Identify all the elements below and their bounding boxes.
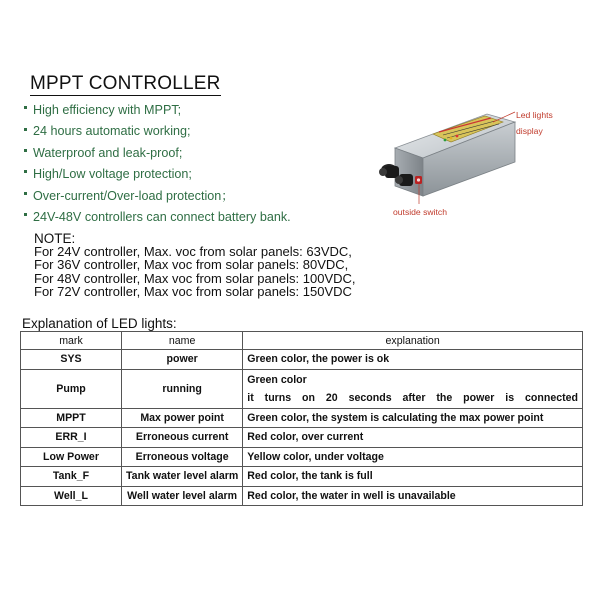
note-line: For 72V controller, Max voc from solar panels: 150VDC bbox=[34, 283, 352, 299]
bullet-icon bbox=[24, 106, 27, 109]
table-row bbox=[21, 408, 583, 428]
bullet-icon bbox=[24, 149, 27, 152]
outside-switch-icon bbox=[415, 176, 422, 184]
cell-mark: SYS bbox=[21, 350, 122, 370]
table-row bbox=[21, 428, 583, 448]
callout-outside-switch: outside switch bbox=[393, 207, 447, 217]
explanation-title: Explanation of LED lights: bbox=[22, 316, 177, 331]
column-header-explanation: explanation bbox=[243, 332, 583, 350]
table-row bbox=[21, 369, 583, 408]
note-section bbox=[34, 232, 356, 298]
led-lights-table bbox=[20, 331, 583, 506]
feature-item bbox=[24, 121, 291, 142]
cell-mark: Low Power bbox=[21, 447, 122, 467]
cell-explanation-line2: it turns on 20 seconds after the power is connected bbox=[247, 391, 578, 404]
cell-explanation: Green color, the system is calculating the max power point bbox=[243, 408, 583, 428]
note-line: For 36V controller, Max voc from solar panels: 80VDC, bbox=[34, 257, 349, 273]
cell-name: Erroneous voltage bbox=[122, 447, 243, 467]
feature-item bbox=[24, 100, 291, 121]
cell-explanation: Red color, the water in well is unavailable bbox=[243, 486, 583, 506]
table-header-row bbox=[21, 332, 583, 350]
feature-list bbox=[24, 100, 291, 228]
cell-explanation-line1: Green color bbox=[247, 373, 307, 386]
cell-name: power bbox=[122, 350, 243, 370]
column-header-name: name bbox=[122, 332, 243, 350]
feature-text: 24V-48V controllers can connect battery bank. bbox=[33, 210, 291, 225]
cell-name: Well water level alarm bbox=[122, 486, 243, 506]
cell-mark: Well_L bbox=[21, 486, 122, 506]
cell-explanation: Green color, the power is ok bbox=[243, 350, 583, 370]
cell-mark: MPPT bbox=[21, 408, 122, 428]
feature-text: High efficiency with MPPT; bbox=[33, 103, 182, 117]
note-title: NOTE: bbox=[34, 231, 76, 246]
feature-item bbox=[24, 186, 291, 207]
table-row bbox=[21, 467, 583, 487]
feature-text: Over-current/Over-load protection； bbox=[33, 188, 234, 203]
cell-explanation: Red color, over current bbox=[243, 428, 583, 448]
feature-text: 24 hours automatic working; bbox=[33, 124, 191, 139]
bullet-icon bbox=[24, 213, 27, 216]
column-header-mark: mark bbox=[21, 332, 122, 350]
cell-explanation: Yellow color, under voltage bbox=[243, 447, 583, 467]
cell-explanation bbox=[243, 369, 583, 408]
cell-mark: ERR_I bbox=[21, 428, 122, 448]
table-row bbox=[21, 486, 583, 506]
callout-led-lights: Led lights bbox=[516, 110, 553, 120]
feature-text: High/Low voltage protection; bbox=[33, 167, 192, 182]
cell-name: Tank water level alarm bbox=[122, 467, 243, 487]
cable-gland-1 bbox=[379, 164, 399, 178]
cell-name: Erroneous current bbox=[122, 428, 243, 448]
bullet-icon bbox=[24, 170, 27, 173]
cell-name: Max power point bbox=[122, 408, 243, 428]
feature-item bbox=[24, 164, 291, 185]
feature-item bbox=[24, 143, 291, 164]
cell-name: running bbox=[122, 369, 243, 408]
cell-mark: Tank_F bbox=[21, 467, 122, 487]
feature-item bbox=[24, 207, 291, 228]
feature-text: Waterproof and leak-proof; bbox=[33, 145, 183, 160]
page-title: MPPT CONTROLLER bbox=[30, 73, 221, 94]
note-line: For 48V controller, Max voc from solar panels: 100VDC, bbox=[34, 270, 356, 286]
bullet-icon bbox=[24, 192, 27, 195]
callout-display: display bbox=[516, 126, 543, 136]
controller-device-illustration bbox=[375, 100, 595, 220]
table-row bbox=[21, 447, 583, 467]
bullet-icon bbox=[24, 128, 27, 131]
note-line: For 24V controller, Max. voc from solar panels: 63VDC, bbox=[34, 244, 352, 260]
cell-explanation: Red color, the tank is full bbox=[243, 467, 583, 487]
table-row bbox=[21, 350, 583, 370]
cell-mark: Pump bbox=[21, 369, 122, 408]
